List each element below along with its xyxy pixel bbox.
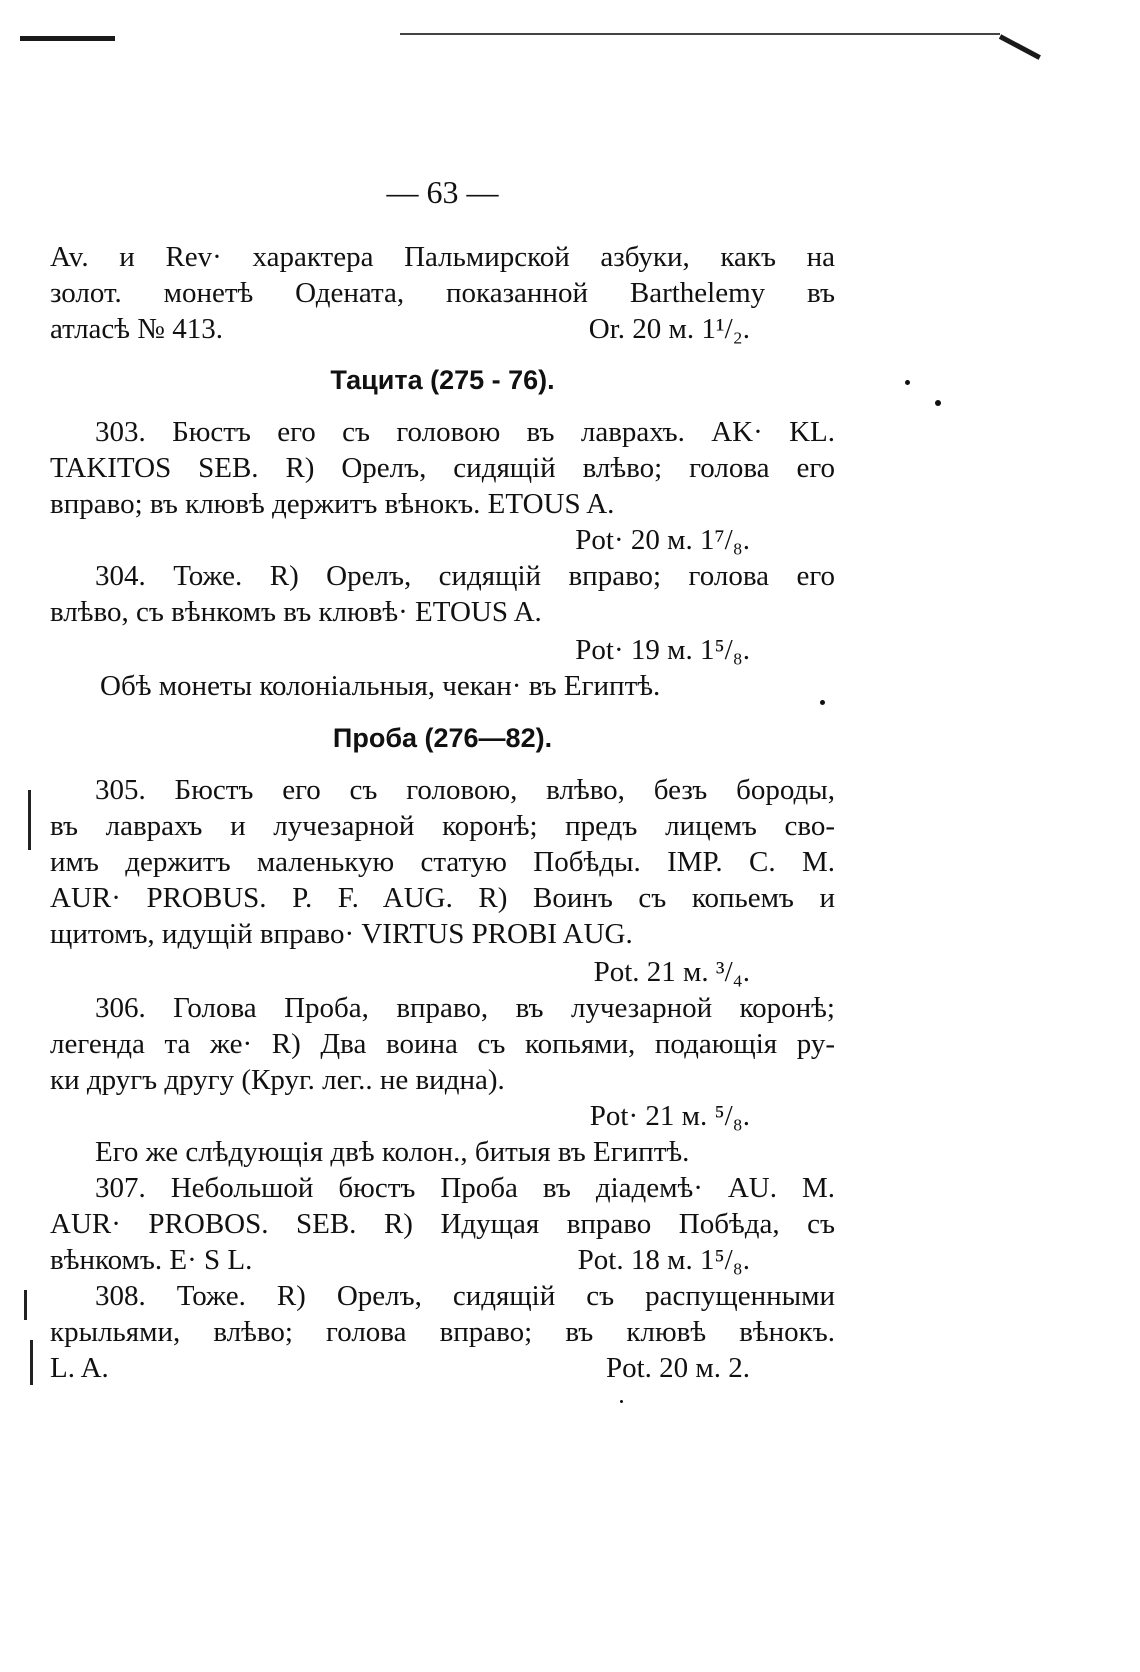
text-line-2: золот. монетѣ Одената, показанной Barthelemy въ <box>50 277 835 309</box>
proba-note: Его же слѣдующія двѣ колон., битыя въ Египтѣ. <box>95 1136 690 1168</box>
entry-308-ref: Pot. 20 м. 2. <box>605 1352 750 1384</box>
entry-304-line-1: 304. Тоже. R) Орелъ, сидящій вправо; голова его <box>95 560 835 592</box>
entry-305-line-2: въ лаврахъ и лучезарной коронѣ; предъ лицемъ сво- <box>50 810 835 842</box>
entry-305-ref: Pot. 21 м. ³/₄. <box>593 956 750 988</box>
entry-305-line-4: AUR· PROBUS. P. F. AUG. R) Воинъ съ копьемъ и <box>50 882 835 914</box>
entry-305-line-3: имъ держитъ маленькую статую Побѣды. IMP. C. M. <box>50 846 835 878</box>
entry-305-line-5: щитомъ, идущій вправо· VIRTUS PROBI AUG. <box>50 918 633 950</box>
scan-corner-mark <box>999 34 1041 60</box>
entry-303-line-1: 303. Бюстъ его съ головою въ лаврахъ. AK· KL. <box>95 416 835 448</box>
entry-303-line-3: вправо; въ клювѣ держитъ вѣнокъ. ETOUS A. <box>50 488 615 520</box>
entry-306-ref: Pot· 21 м. ⁵/₈. <box>589 1100 750 1132</box>
text-line-1: Av. и Rev· характера Пальмирской азбуки, какъ на <box>50 241 835 273</box>
section-heading-tacita: Тацита (275 - 76). <box>330 365 555 395</box>
text-line-3-right: Or. 20 м. 1¹/₂. <box>588 313 750 345</box>
section-heading-proba: Проба (276—82). <box>332 723 553 753</box>
tacita-note: Обѣ монеты колоніальныя, чекан· въ Египтѣ. <box>100 670 661 702</box>
entry-307-line-1: 307. Небольшой бюстъ Проба въ діадемѣ· AU. M. <box>95 1172 835 1204</box>
entry-306-line-1: 306. Голова Проба, вправо, въ лучезарной коронѣ; <box>95 992 835 1024</box>
margin-bracket-mark-3 <box>30 1340 33 1385</box>
entry-308-line-1: 308. Тоже. R) Орелъ, сидящій съ распущенными <box>95 1280 835 1312</box>
speck-1 <box>905 380 910 385</box>
speck-2 <box>935 400 941 406</box>
text-line-3-left: атласѣ № 413. <box>50 313 223 345</box>
entry-307-line-3-left: вѣнкомъ. E· S L. <box>50 1244 253 1276</box>
entry-304-ref: Pot· 19 м. 1⁵/₈. <box>575 634 750 666</box>
entry-307-line-2: AUR· PROBOS. SEB. R) Идущая вправо Побѣда, съ <box>50 1208 835 1240</box>
scan-edge-mark-left <box>20 36 115 41</box>
speck-4 <box>620 1400 623 1403</box>
entry-306-line-2: легенда та же· R) Два воина съ копьями, подающія ру- <box>50 1028 835 1060</box>
entry-305-line-1: 305. Бюстъ его съ головою, влѣво, безъ бороды, <box>95 774 835 806</box>
scan-edge-mark-right <box>400 33 1000 35</box>
entry-306-line-3: ки другъ другу (Круг. лег.. не видна). <box>50 1064 505 1096</box>
page-number: — 63 — <box>386 174 499 210</box>
entry-303-ref: Pot· 20 м. 1⁷/₈. <box>575 524 750 556</box>
margin-bracket-mark-2 <box>24 1290 27 1320</box>
margin-bracket-mark <box>28 790 31 850</box>
entry-308-line-2: крыльями, влѣво; голова вправо; въ клювѣ вѣнокъ. <box>50 1316 835 1348</box>
entry-304-line-2: влѣво, съ вѣнкомъ въ клювѣ· ETOUS A. <box>50 596 542 628</box>
entry-307-ref: Pot. 18 м. 1⁵/₈. <box>577 1244 750 1276</box>
entry-303-line-2: TAKITOS SEB. R) Орелъ, сидящій влѣво; голова его <box>50 452 835 484</box>
speck-3 <box>820 700 825 705</box>
entry-308-line-3-left: L. A. <box>50 1352 109 1384</box>
